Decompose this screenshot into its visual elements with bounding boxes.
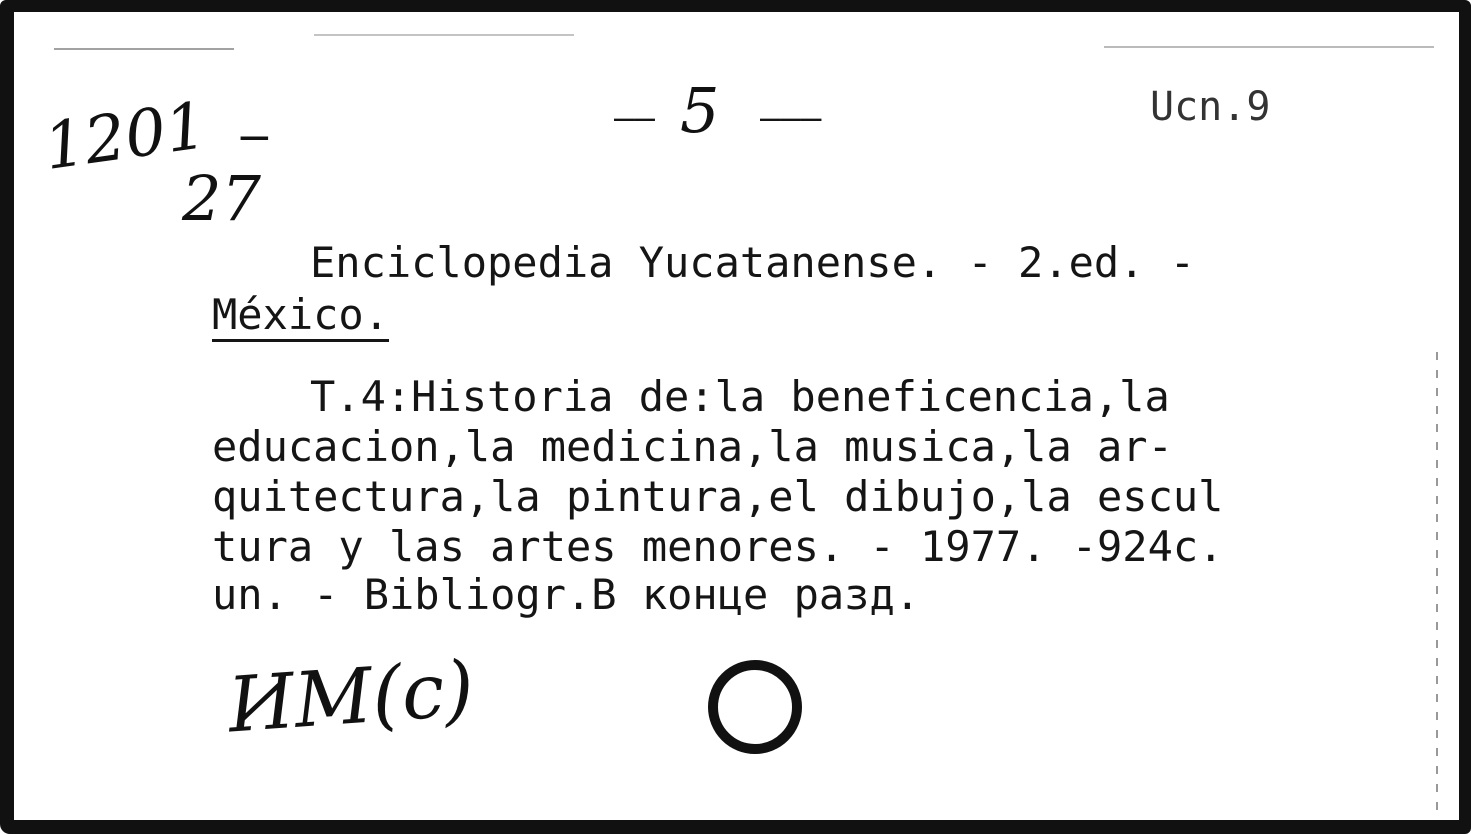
call-number-dash: − (236, 112, 273, 163)
record-body-line: educacion,la medicina,la musica,la ar- (212, 422, 1173, 471)
record-body-line: un. - Bibliogr.В конце разд. (212, 570, 921, 619)
record-title: Enciclopedia Yucatanense. - 2.ed. - (310, 238, 1196, 287)
record-body-line: tura y las artes menores. - 1977. -924c. (212, 522, 1224, 571)
scan-edge-line (1436, 352, 1438, 822)
volume-dash-right: ——— (760, 98, 822, 138)
scan-speck (1104, 46, 1434, 48)
record-body-line: quitectura,la pintura,el dibujo,la escul (212, 472, 1224, 521)
location-code: Ucn.9 (1150, 84, 1271, 130)
record-place: México. (212, 290, 390, 339)
handwritten-note: ИМ(с) (225, 643, 477, 750)
scan-speck (314, 34, 574, 36)
call-number-top: 1201 (39, 89, 212, 185)
record-body-line: T.4:Historia de:la beneficencia,la (310, 372, 1170, 421)
punch-hole (708, 660, 802, 754)
volume-dash-left: —— (614, 98, 655, 138)
call-number-bottom: 27 (182, 162, 261, 235)
volume-mark: 5 (680, 74, 720, 147)
scan-speck (54, 48, 234, 50)
